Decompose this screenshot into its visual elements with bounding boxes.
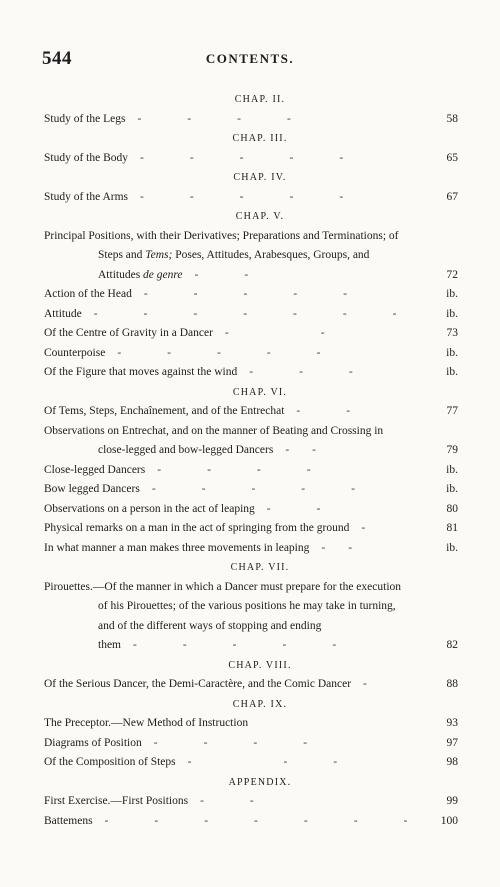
toc-entry[interactable] — [44, 753, 458, 773]
toc-entry-text: Of the Composition of Steps — [44, 756, 176, 768]
toc-entry-text: Of Tems, Steps, Enchaînement, and of the Entrechat — [44, 405, 285, 417]
toc-entry-title — [44, 753, 458, 773]
toc-entry[interactable] — [44, 714, 458, 734]
toc-entry-title — [44, 110, 458, 130]
page-title: CONTENTS. — [205, 51, 295, 66]
leader-dashes: - - — [321, 541, 353, 554]
leader-dashes: - - - — [249, 366, 353, 378]
toc-entry-italic: de genre — [143, 268, 183, 281]
toc-entry-title — [44, 500, 458, 520]
leader-dashes: - - - - - — [140, 151, 344, 164]
toc-entry-text: Of the Centre of Gravity in a Dancer — [44, 327, 213, 339]
leader-dashes: - - - - - — [151, 483, 355, 495]
leader-dashes: - - - - — [157, 463, 311, 476]
toc-page-number: 67 — [446, 190, 458, 203]
toc-entry-title — [44, 227, 458, 286]
toc-entry[interactable] — [44, 539, 458, 559]
chapter-heading: CHAP. IX. — [232, 698, 288, 710]
toc-entry-text: Physical remarks on a man in the act of springing from the ground — [44, 522, 350, 534]
toc-page-number: 97 — [446, 736, 458, 749]
toc-entry-text: Counterpoise — [44, 346, 106, 359]
toc-entry-title — [44, 812, 458, 832]
chapter-heading: CHAP. VII. — [230, 562, 290, 573]
chapter-heading: CHAP. IV. — [233, 172, 287, 183]
page-number: 544 — [42, 48, 72, 69]
toc-entry-title — [44, 480, 458, 500]
toc-page-number: ib. — [446, 366, 458, 378]
toc-entry-text: Of the Serious Dancer, the Demi-Caractère, and the Comic Dancer — [44, 678, 352, 690]
chapter-heading: CHAP. V. — [235, 211, 285, 222]
leader-dashes: - - - - — [153, 736, 308, 749]
toc-entry-title — [44, 578, 458, 656]
toc-entry-text: Poses, Attitudes, Arabesques, Groups, and Attitudes — [98, 249, 370, 281]
toc-entry[interactable] — [44, 402, 458, 422]
leader-dashes: - - - - - — [117, 346, 321, 359]
toc-page-number: ib. — [446, 288, 458, 300]
leader-dashes: - - - - — [137, 112, 291, 125]
toc-entry-title — [44, 344, 458, 364]
leader-dashes: - — [361, 522, 366, 534]
toc-page-number: 88 — [446, 678, 458, 690]
page-header — [42, 48, 458, 72]
toc-page-number: 100 — [440, 814, 458, 827]
toc-entry-text: The Preceptor.—New Method of Instruction — [44, 717, 249, 729]
chapter-heading: CHAP. VIII. — [228, 659, 292, 671]
leader-dashes: - - — [200, 795, 254, 807]
toc-entry-title — [44, 792, 458, 812]
toc-page-number: 93 — [446, 717, 458, 729]
leader-dashes: - - - - - — [133, 639, 337, 651]
toc-page-number: 73 — [446, 327, 458, 339]
leader-dashes: - — [363, 678, 367, 690]
toc-page-number: 72 — [446, 268, 458, 281]
toc-entry[interactable] — [44, 422, 458, 461]
toc-entry-text: Study of the Body — [44, 151, 129, 164]
toc-entry-title — [44, 324, 458, 344]
toc-entry[interactable] — [44, 519, 458, 539]
toc-entry-title — [44, 149, 458, 169]
toc-page-number: 99 — [446, 795, 458, 807]
toc-entry-title — [44, 519, 458, 539]
toc-entry-title — [44, 714, 458, 734]
toc-entry-text: Battemens — [44, 814, 93, 827]
toc-page-number: 80 — [446, 502, 458, 515]
toc-entry[interactable] — [44, 188, 458, 208]
toc-page-number: ib. — [446, 463, 458, 476]
toc-entry-title — [44, 363, 458, 383]
toc-page-number: ib. — [446, 483, 458, 495]
toc-entry-text: Diagrams of Position — [44, 736, 142, 749]
toc-entry[interactable] — [44, 363, 458, 383]
toc-entry[interactable] — [44, 578, 458, 656]
toc-entry-title — [44, 305, 458, 325]
leader-dashes: - - — [224, 327, 325, 339]
leader-dashes: - - - - - - - — [104, 814, 408, 827]
leader-dashes: - - - - - - - — [93, 307, 397, 320]
toc-entry[interactable] — [44, 344, 458, 364]
chapter-heading: APPENDIX. — [228, 776, 292, 788]
toc-entry-text: Study of the Legs — [44, 112, 126, 125]
toc-page-number: ib. — [446, 346, 458, 359]
toc-entry[interactable] — [44, 812, 458, 832]
toc-entry[interactable] — [44, 285, 458, 305]
toc-entry-text: Attitude — [44, 307, 82, 320]
toc-page-number: 98 — [446, 756, 458, 768]
toc-entry-title — [44, 734, 458, 754]
toc-entry-text: Principal Positions, with their Derivatives; Preparations and Terminations; of Steps and — [44, 229, 399, 261]
toc-page-number: 79 — [446, 444, 458, 456]
toc-entry-text: Close-legged Dancers — [44, 463, 146, 476]
toc-entry[interactable] — [44, 149, 458, 169]
toc-entry-text: Study of the Arms — [44, 190, 129, 203]
toc-entry[interactable] — [44, 305, 458, 325]
toc-entry-title — [44, 188, 458, 208]
toc-entry-title — [44, 461, 458, 481]
leader-dashes: - - — [266, 502, 321, 515]
toc-entry-text: Observations on a person in the act of leaping — [44, 502, 255, 515]
leader-dashes: - - — [194, 268, 249, 281]
toc-entry-text: Observations on Entrechat, and on the manner of Beating and Crossing in close-legged and bow-legged Dancers — [44, 424, 384, 456]
toc-page-number: 82 — [446, 639, 458, 651]
toc-entry-text: Bow legged Dancers — [44, 483, 140, 495]
toc-entry-text: Of the Figure that moves against the wind — [44, 366, 238, 378]
toc-entry[interactable] — [44, 500, 458, 520]
leader-dashes: - - — [296, 405, 351, 417]
toc-entry[interactable] — [44, 734, 458, 754]
leader-dashes: - - — [285, 444, 316, 456]
toc-entry-text: First Exercise.—First Positions — [44, 795, 189, 807]
toc-page-number: ib. — [446, 307, 458, 320]
toc-page-number: 81 — [446, 522, 458, 534]
toc-page-number: 58 — [446, 112, 458, 125]
toc-entry-title — [44, 675, 458, 695]
toc-entry[interactable] — [44, 110, 458, 130]
leader-dashes: - - - - - — [143, 288, 347, 300]
toc-entry-title — [44, 422, 458, 461]
leader-dashes: - - - — [187, 756, 338, 768]
toc-entry-title — [44, 402, 458, 422]
toc-entry[interactable] — [44, 227, 458, 286]
table-of-contents — [44, 90, 458, 831]
toc-entry-title — [44, 539, 458, 559]
toc-page-number: 65 — [446, 151, 458, 164]
chapter-heading: CHAP. VI. — [232, 386, 288, 398]
toc-page-number: ib. — [446, 541, 458, 554]
toc-entry[interactable] — [44, 792, 458, 812]
toc-entry-text: Pirouettes.—Of the manner in which a Dancer must prepare for the execution of his Pirouettes; of the various positions he may take in turning, and of the different ways of stopping and ending them — [44, 580, 402, 651]
toc-entry[interactable] — [44, 675, 458, 695]
toc-entry-italic: Tems; — [145, 249, 173, 261]
toc-page-number: 77 — [446, 405, 458, 417]
chapter-heading: CHAP. II. — [234, 94, 286, 105]
toc-entry-title — [44, 285, 458, 305]
toc-entry-text: Action of the Head — [44, 288, 132, 300]
toc-entry[interactable] — [44, 480, 458, 500]
toc-entry[interactable] — [44, 461, 458, 481]
toc-entry-text: In what manner a man makes three movements in leaping — [44, 541, 310, 554]
leader-dashes: - - - - - — [140, 190, 344, 203]
toc-entry[interactable] — [44, 324, 458, 344]
chapter-heading: CHAP. III. — [232, 133, 288, 144]
